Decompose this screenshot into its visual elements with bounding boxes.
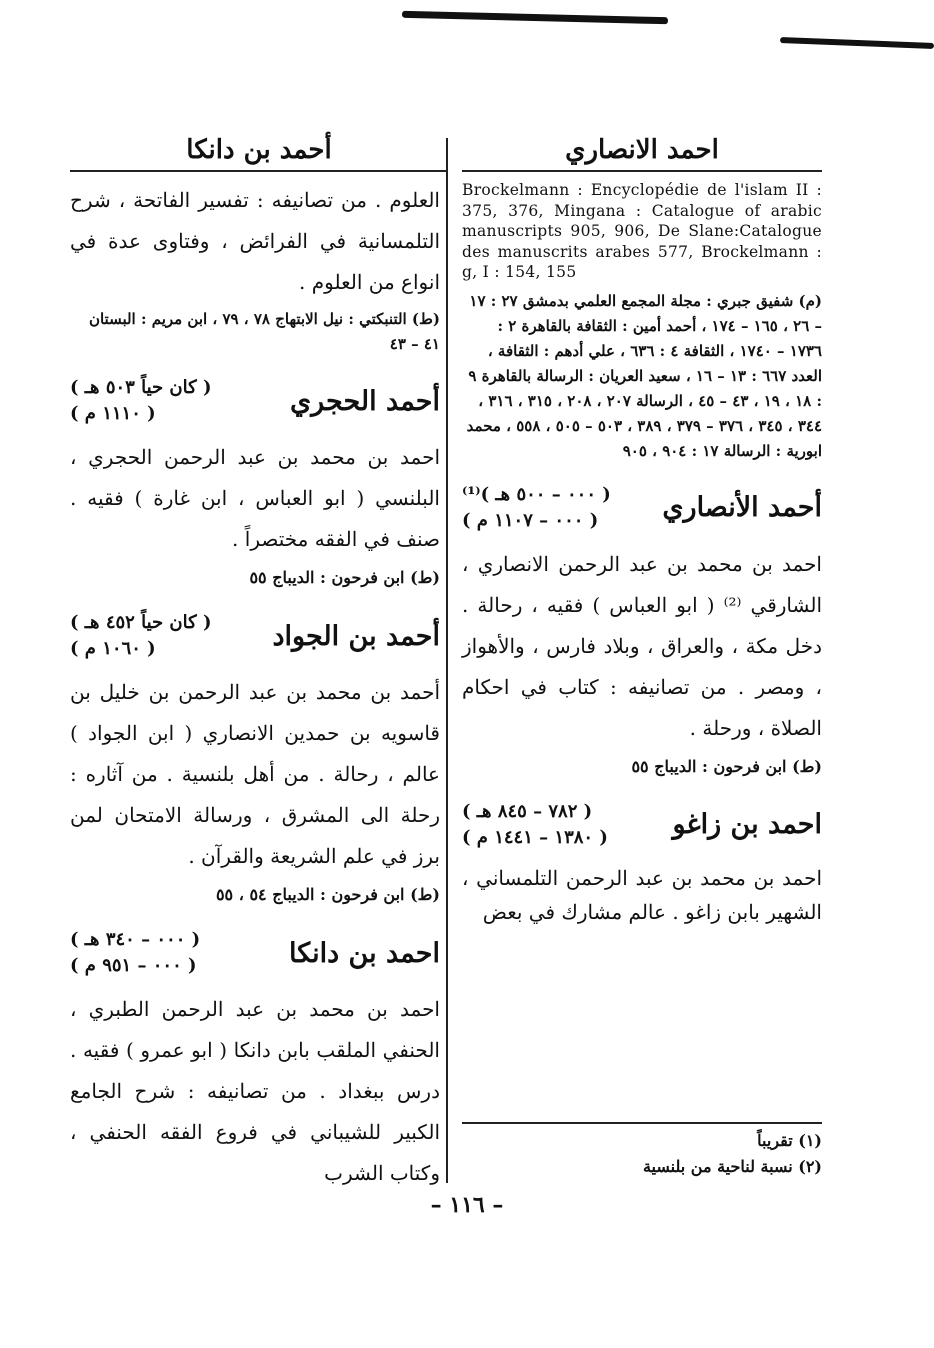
dates-hijri: ( كان حياً ٥٠٣ هـ ) [70,377,212,398]
arabic-references: (م) شفيق جبري : مجلة المجمع العلمي بدمشق ٢٧ : ١٧ – ٢٦ ، ١٦٥ – ١٧٤ ، أحمد أمين : الثقافة بالقاهرة ٢ : ١٧٣٦ – ١٧٤٠ ، الثقافة ٤ : ٦٣٦ ، علي أدهم : الثقافة ، العدد ٦٦٧ : ١٣ – ١٦ ، سعيد العريان : الرسالة بالقاهرة ٩ : ١٨ ، ١٩ ، ٤٣ – ٤٥ ، الرسالة ٢٠٧ ، ٢٠٨ ، ٣١٥ ، ٣١٦ ، ٣٤٤ ، ٣٤٥ ، ٣٧٦ – ٣٧٩ ، ٣٨٩ ، ٥٠٣ – ٥٠٥ ، ٥٥٨ ، محمد ابورية : الرسالة ١٧ : ٩٠٤ ، ٩٠٥ [466,291,822,460]
reference-line: (ط) ابن فرحون : الديباج ٥٥ [631,756,822,776]
reference-line: (ط) ابن فرحون : الديباج ٥٤ ، ٥٥ [215,885,440,904]
entry-dates [70,927,200,979]
dates-gregorian: ( ١٠٦٠ م ) [70,638,156,659]
scan-streak [780,37,934,49]
dates-gregorian: ( ٠٠٠ – ٩٥١ م ) [70,955,197,976]
footnote: (١) تقريباً [757,1131,822,1150]
scan-streak [402,11,668,24]
latin-references: Brockelmann : Encyclopédie de l'islam II : 375, 376, Mingana : Catalogue of arabic manuscripts 905, 906, De Slane:Catalogue des manuscrits arabes 577, Brockelmann : g, I : 154, 155 [462,181,822,281]
reference-line: (ط) التنبكتي : نيل الابتهاج ٧٨ ، ٧٩ ، ابن مريم : البستان ٤١ – ٤٣ [88,310,440,353]
entry-heading [70,375,440,427]
footnote: (٢) نسبة لناحية من بلنسية [642,1157,822,1176]
dates-hijri: ( ٠٠٠ – ٣٤٠ هـ ) [70,929,201,950]
entry [462,799,822,929]
footnotes [462,1122,822,1180]
entry-heading [462,799,822,851]
entry-body: احمد بن محمد بن عبد الرحمن التلمساني ، الشهير بابن زاغو . عالم مشارك في بعض [462,865,822,924]
entry-name: احمد بن دانكا [288,937,440,969]
entry-heading [70,927,440,979]
column-divider [446,138,448,1183]
right-column [462,130,822,929]
entry-dates [70,610,211,662]
entry-heading [70,610,440,662]
dates-hijri: ( ٧٨٢ – ٨٤٥ هـ ) [462,800,593,822]
entry-heading [462,482,822,534]
entry-dates [462,482,611,534]
running-head-right: احمد الانصاري [462,130,822,172]
entry-name: أحمد الأنصاري [662,492,822,523]
entry [70,927,440,1194]
entry-name: أحمد الحجري [290,385,440,417]
left-column [70,130,440,1194]
continuation-text: العلوم . من تصانيفه : تفسير الفاتحة ، شرح التلمسانية في الفرائض ، وفتاوى عدة في انواع من العلوم . [70,188,440,294]
entry-body: احمد بن محمد بن عبد الرحمن الانصاري ، الشارقي ⁽²⁾ ( ابو العباس ) فقيه ، رحالة . دخل مكة ، والعراق ، وبلاد فارس ، والأهواز ، ومصر . من تصانيفه : كتاب في احكام الصلاة ، ورحلة . [462,551,822,740]
dates-gregorian: ( ١٣٨٠ – ١٤٤١ م ) [462,826,608,848]
dates-gregorian: ( ٠٠٠ – ١١٠٧ م ) [462,509,599,531]
dates-gregorian: ( ١١١٠ م ) [70,403,156,424]
dates-hijri: ( ٠٠٠ – ٥٠٠ هـ )⁽¹⁾ [462,483,611,505]
entry [462,482,822,781]
running-head-left: أحمد بن دانكا [70,130,448,172]
entry-body: احمد بن محمد بن عبد الرحمن الطبري ، الحنفي الملقب بابن دانكا ( ابو عمرو ) فقيه . درس ببغداد . من تصانيفه : شرح الجامع الكبير للشيباني في فروع الفقه الحنفي ، وكتاب الشرب [70,997,440,1185]
reference-line: (ط) ابن فرحون : الديباج ٥٥ [249,568,440,587]
entry-dates [462,799,608,851]
entry-dates [70,375,211,427]
entry-name: احمد بن زاغو [672,809,822,840]
page-number: – ١١٦ – [430,1192,504,1218]
entry-name: أحمد بن الجواد [272,620,440,652]
dates-hijri: ( كان حياً ٤٥٢ هـ ) [70,612,212,633]
entry-body: احمد بن محمد بن عبد الرحمن الحجري ، البلنسي ( ابو العباس ، ابن غارة ) فقيه . صنف في الفقه مختصراً . [70,445,440,551]
entry-body: أحمد بن محمد بن عبد الرحمن بن خليل بن قاسويه بن حمدين الانصاري ( ابن الجواد ) عالم ، رحالة . من أهل بلنسية . من آثاره : رحلة الى المشرق ، ورسالة الامتحان لمن برز في علم الشريعة والقرآن . [70,680,440,868]
entry [70,375,440,592]
entry [70,610,440,909]
